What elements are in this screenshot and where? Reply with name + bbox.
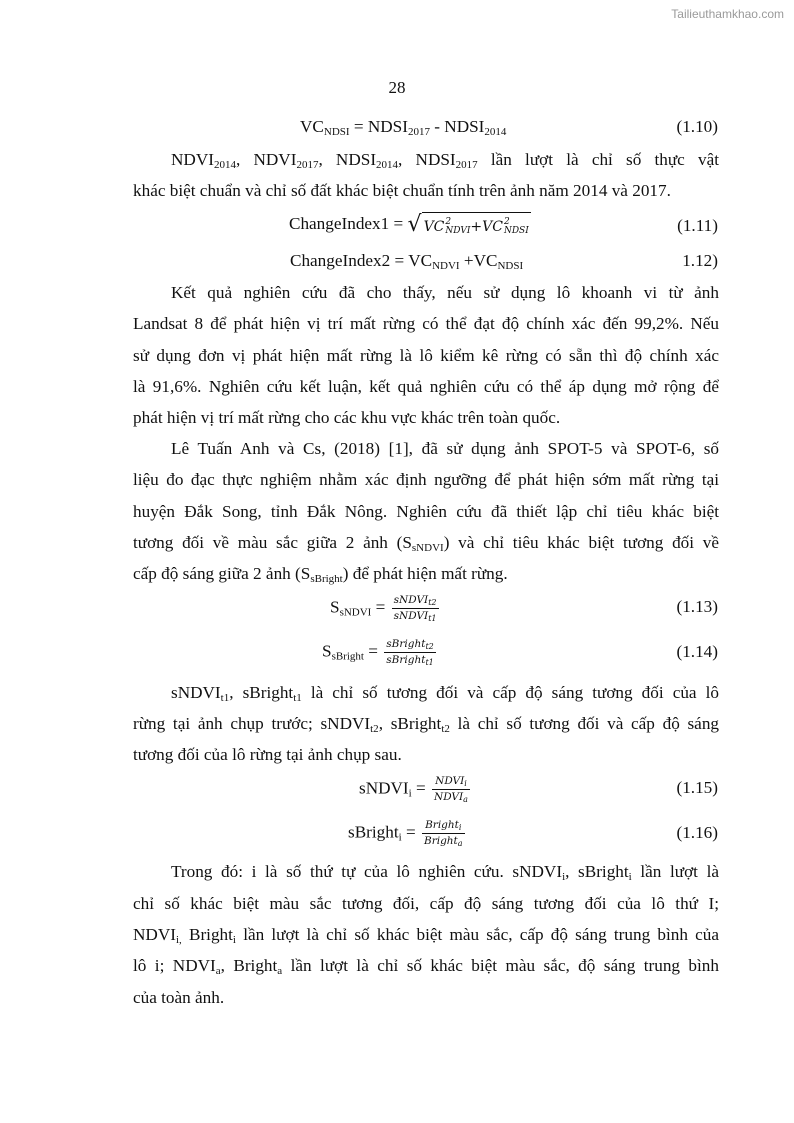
paragraph-line: tương đối về màu sắc giữa 2 ảnh $(S_{sNDVI})$ và chỉ tiêu khác biệt tương đối về [133, 533, 719, 554]
paragraph-line: khác biệt chuẩn và chỉ số đất khác biệt chuẩn tính trên ảnh năm 2014 và 2017. [133, 181, 671, 200]
equation-number-1-16: (1.16) [676, 823, 718, 842]
equation-1-12: ChangeIndex2 = $VC_{NDVI} +VC_{NDSI}$ [290, 251, 524, 272]
equation-number-1-11: (1.11) [677, 216, 718, 235]
paragraph-line: là 91,6%. Nghiên cứu kết luận, kết quả nghiên cứu có thể áp dụng mở rộng để [133, 377, 719, 396]
equation-number-1-12: 1.12) [682, 251, 718, 270]
paragraph-line: rừng tại ảnh chụp trước; sNDVI$_{t2}$, sBright$_{t2}$ là chỉ số tương đối và cấp độ sáng [133, 714, 720, 735]
paragraph-line: Kết quả nghiên cứu đã cho thấy, nếu sử dụng lô khoanh vi từ ảnh [171, 283, 719, 302]
paragraph-line: liệu đo đạc thực nghiệm nhằm xác định ngưỡng để phát hiện sớm mất rừng tại [133, 470, 719, 489]
paragraph-line: cấp độ sáng giữa 2 ảnh $(S_{sBright})$ để phát hiện mất rừng. [133, 564, 508, 585]
paragraph-line: chỉ số khác biệt màu sắc tương đối, cấp độ sáng tương đối của lô thứ I; [133, 894, 719, 913]
equation-number-1-10: (1.10) [676, 117, 718, 136]
equation-number-1-15: (1.15) [676, 778, 718, 797]
paragraph-line: Lê Tuấn Anh và Cs, (2018) [1], đã sử dụng ảnh SPOT-5 và SPOT-6, số [171, 439, 719, 458]
equation-1-11: ChangeIndex1 = √ VC 2 NDVI +VC 2 NDSI [289, 212, 529, 237]
paragraph-line: Trong đó: i là số thứ tự của lô nghiên cứu. sNDVI$_i$, sBright$_i$ lần lượt là [171, 862, 719, 883]
paragraph-line: phát hiện vị trí mất rừng cho các khu vực khác trên toàn quốc. [133, 408, 561, 427]
equation-number-1-13: (1.13) [676, 597, 718, 616]
equation-1-15: sNDVI$_i$ = $\frac{NDVI_i}{NDVI_a}$ [359, 775, 468, 804]
paragraph-line: Landsat 8 để phát hiện vị trí mất rừng có thể đạt độ chính xác đến 99,2%. Nếu [133, 314, 719, 333]
paragraph-line: huyện Đắk Song, tỉnh Đắk Nông. Nghiên cứu đã thiết lập chỉ tiêu khác biệt [133, 502, 719, 521]
paragraph-line: sử dụng đơn vị phát hiện mất rừng là lô kiểm kê rừng có sẵn thì độ chính xác [133, 346, 719, 365]
equation-1-13: $S_{sNDVI}$ = $\frac{sNDVI_{t2}}{sNDVI_{t1}}$ [330, 594, 437, 623]
fraction: $\frac{NDVI_i}{NDVI_a}$ [434, 775, 468, 804]
paragraph-line: lô i; $NDVI_a$, Bright$_a$ lần lượt là chỉ số khác biệt màu sắc, độ sáng trung bình [133, 956, 719, 977]
equation-1-14: $S_{sBright}$ = $\frac{sBright_{t2}}{sBright_{t1}}$ [322, 638, 434, 667]
fraction: $\frac{Bright_i}{Bright_a}$ [423, 819, 463, 848]
paragraph-line: tương đối của lô rừng tại ảnh chụp sau. [133, 745, 402, 764]
square-root: √ VC 2 NDVI +VC 2 NDSI [407, 212, 529, 237]
fraction: $\frac{sNDVI_{t2}}{sNDVI_{t1}}$ [393, 594, 437, 623]
paragraph-line: $NDVI_{2014}$, $NDVI_{2017}$, $NDSI_{2014}$, $NDSI_{2017}$ lần lượt là chỉ số thực vật [171, 150, 720, 171]
page-number: 28 [388, 78, 406, 97]
equation-1-16: sBright$_i$ = $\frac{Bright_i}{Bright_a}$ [348, 819, 463, 848]
watermark: Tailieuthamkhao.com [671, 7, 784, 21]
equation-1-10: $VC_{NDSI}$ = $NDSI_{2017}$ - $NDSI_{2014}$ [300, 117, 507, 138]
paragraph-line: sNDVI$_{t1}$, sBright$_{t1}$ là chỉ số tương đối và cấp độ sáng tương đối của lô [171, 683, 719, 704]
fraction: $\frac{sBright_{t2}}{sBright_{t1}}$ [386, 638, 434, 667]
paragraph-line: của toàn ảnh. [133, 988, 225, 1007]
paragraph-line: $NDVI_{i,}$ Bright$_i$ lần lượt là chỉ số khác biệt màu sắc, cấp độ sáng trung bình của [133, 925, 719, 946]
equation-number-1-14: (1.14) [676, 642, 718, 661]
